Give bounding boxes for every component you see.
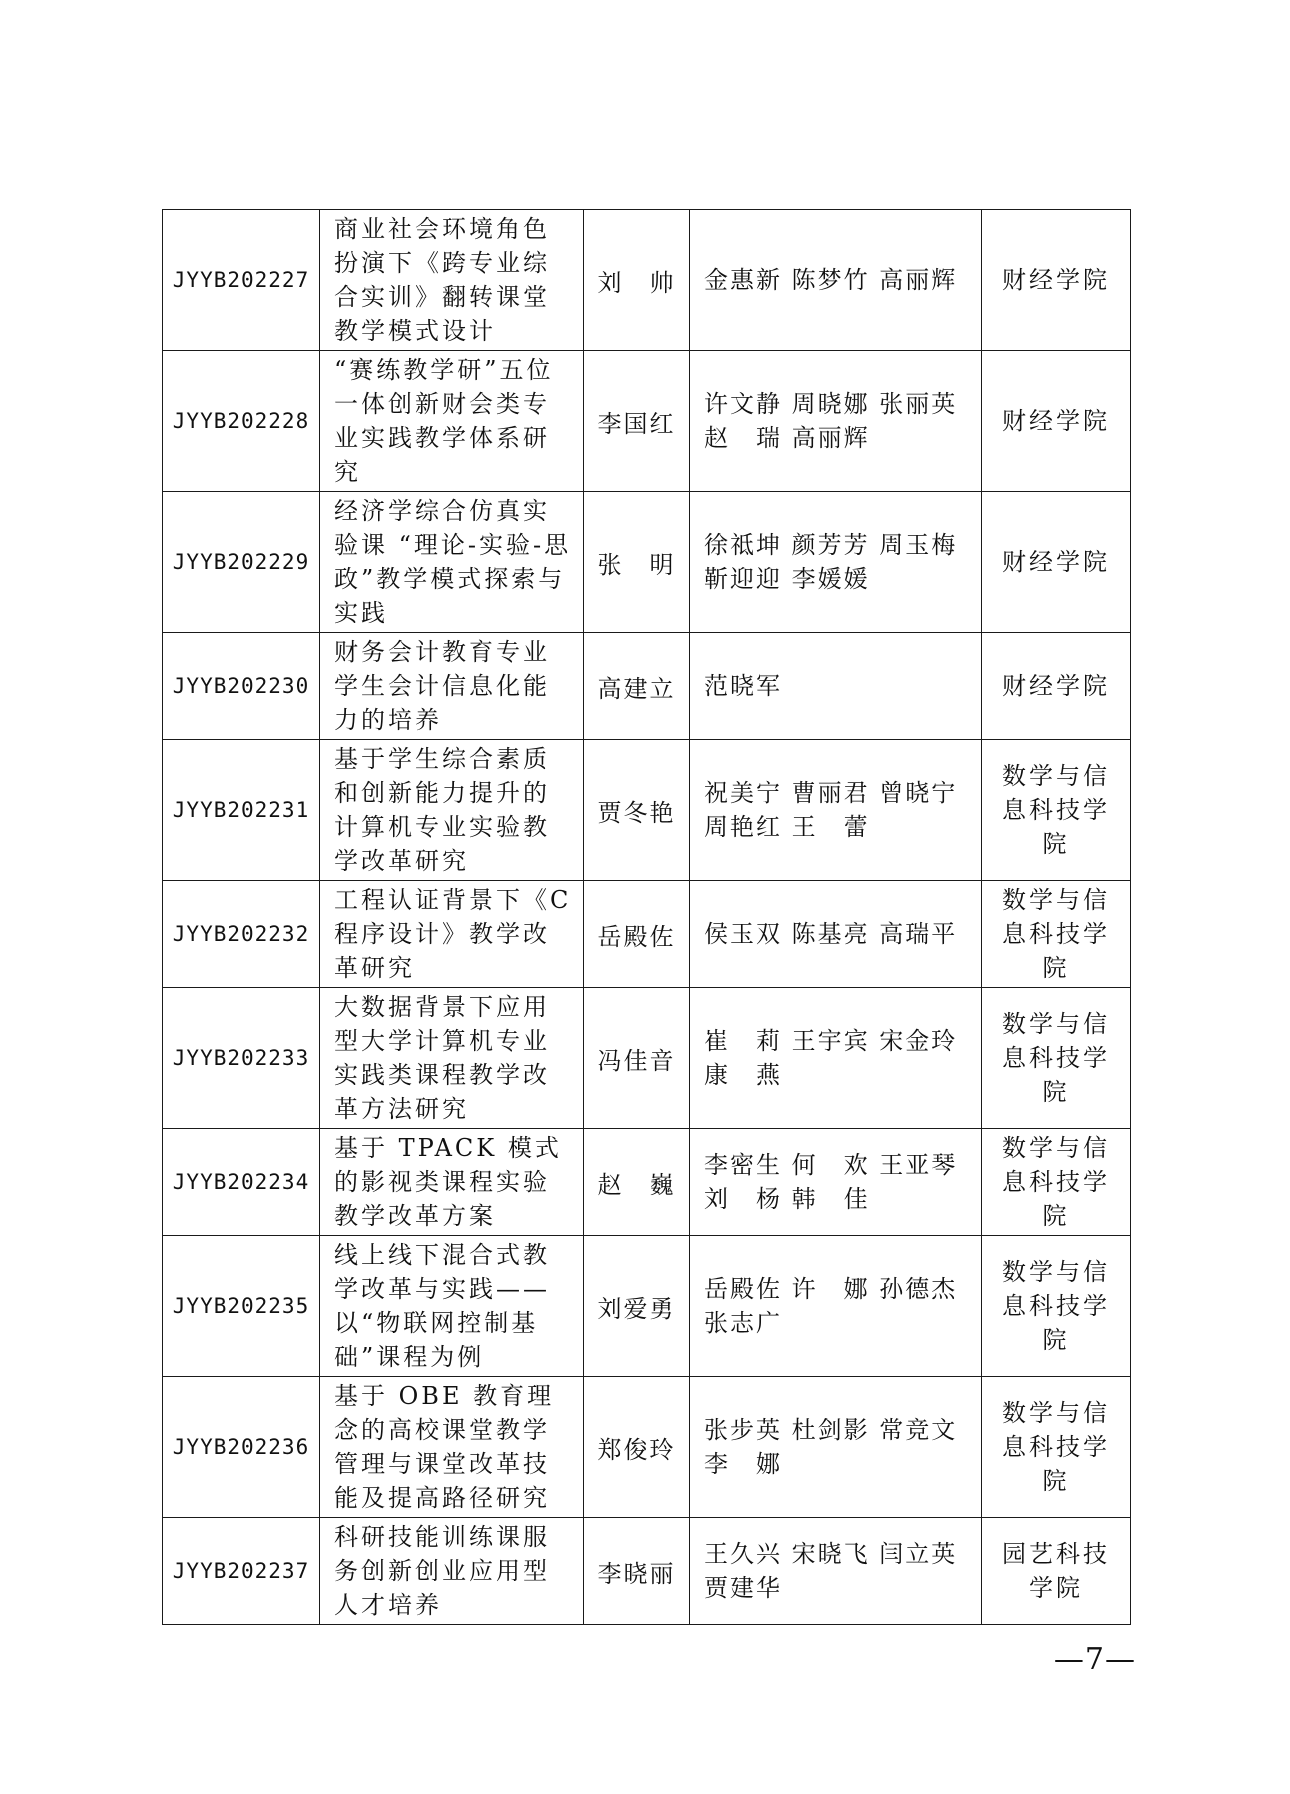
project-id-cell: JYYB202233 [163, 988, 320, 1129]
project-members-cell [690, 492, 982, 633]
member-line: 贾建华 [704, 1574, 782, 1602]
table-row [163, 210, 1131, 351]
table-row [163, 881, 1131, 988]
project-unit-cell: 财经学院 [982, 351, 1131, 492]
member-line: 靳迎迎 李媛媛 [704, 565, 870, 593]
project-unit-cell: 数学与信息科技学院 [982, 988, 1131, 1129]
table-row [163, 1129, 1131, 1236]
project-leader-cell: 李晓丽 [584, 1518, 690, 1625]
member-line: 徐祗坤 颜芳芳 周玉梅 [704, 531, 958, 559]
project-members-cell [690, 1518, 982, 1625]
project-leader-cell: 冯佳音 [584, 988, 690, 1129]
project-title-cell: 经济学综合仿真实验课 “理论-实验-思政”教学模式探索与实践 [320, 492, 584, 633]
project-unit-cell: 财经学院 [982, 492, 1131, 633]
table-row [163, 633, 1131, 740]
project-table-body [163, 210, 1131, 1625]
project-id-cell: JYYB202232 [163, 881, 320, 988]
project-leader-cell: 岳殿佐 [584, 881, 690, 988]
project-table [162, 209, 1131, 1625]
project-members-cell [690, 633, 982, 740]
project-id-cell: JYYB202231 [163, 740, 320, 881]
member-line: 刘 杨 韩 佳 [704, 1185, 870, 1213]
member-line: 张志广 [704, 1309, 782, 1337]
member-line: 赵 瑞 高丽辉 [704, 424, 870, 452]
project-id-cell: JYYB202237 [163, 1518, 320, 1625]
project-members-cell [690, 988, 982, 1129]
project-id-cell: JYYB202229 [163, 492, 320, 633]
page-number: —7— [1053, 1642, 1136, 1677]
member-line: 祝美宁 曹丽君 曾晓宁 [704, 779, 958, 807]
member-line: 金惠新 陈梦竹 高丽辉 [704, 266, 958, 294]
project-title-cell: 商业社会环境角色扮演下《跨专业综合实训》翻转课堂教学模式设计 [320, 210, 584, 351]
project-title-cell: 基于 TPACK 模式的影视类课程实验教学改革方案 [320, 1129, 584, 1236]
member-line: 李 娜 [704, 1450, 782, 1478]
project-leader-cell: 刘 帅 [584, 210, 690, 351]
project-unit-cell: 数学与信息科技学院 [982, 1129, 1131, 1236]
member-line: 李密生 何 欢 王亚琴 [704, 1151, 958, 1179]
member-line: 侯玉双 陈基亮 高瑞平 [704, 920, 958, 948]
project-id-cell: JYYB202228 [163, 351, 320, 492]
project-title-cell: 大数据背景下应用型大学计算机专业实践类课程教学改革方法研究 [320, 988, 584, 1129]
table-row [163, 351, 1131, 492]
project-leader-cell: 贾冬艳 [584, 740, 690, 881]
table-row [163, 1377, 1131, 1518]
member-line: 许文静 周晓娜 张丽英 [704, 390, 958, 418]
project-unit-cell: 财经学院 [982, 633, 1131, 740]
project-unit-cell: 财经学院 [982, 210, 1131, 351]
project-unit-cell: 数学与信息科技学院 [982, 1377, 1131, 1518]
member-line: 康 燕 [704, 1061, 782, 1089]
member-line: 王久兴 宋晓飞 闫立英 [704, 1540, 958, 1568]
project-title-cell: 工程认证背景下《C程序设计》教学改革研究 [320, 881, 584, 988]
project-members-cell [690, 740, 982, 881]
project-leader-cell: 郑俊玲 [584, 1377, 690, 1518]
project-leader-cell: 张 明 [584, 492, 690, 633]
project-leader-cell: 刘爱勇 [584, 1236, 690, 1377]
project-leader-cell: 李国红 [584, 351, 690, 492]
project-unit-cell: 数学与信息科技学院 [982, 1236, 1131, 1377]
table-row [163, 988, 1131, 1129]
project-id-cell: JYYB202234 [163, 1129, 320, 1236]
project-id-cell: JYYB202230 [163, 633, 320, 740]
project-id-cell: JYYB202227 [163, 210, 320, 351]
project-leader-cell: 高建立 [584, 633, 690, 740]
member-line: 范晓军 [704, 672, 782, 700]
table-row [163, 1236, 1131, 1377]
project-id-cell: JYYB202236 [163, 1377, 320, 1518]
project-title-cell: 财务会计教育专业学生会计信息化能力的培养 [320, 633, 584, 740]
member-line: 张步英 杜剑影 常竞文 [704, 1416, 958, 1444]
project-title-cell: 基于学生综合素质和创新能力提升的计算机专业实验教学改革研究 [320, 740, 584, 881]
project-members-cell [690, 1236, 982, 1377]
project-members-cell [690, 1377, 982, 1518]
member-line: 周艳红 王 蕾 [704, 813, 870, 841]
project-members-cell [690, 210, 982, 351]
project-members-cell [690, 351, 982, 492]
project-title-cell: “赛练教学研”五位一体创新财会类专业实践教学体系研究 [320, 351, 584, 492]
project-leader-cell: 赵 巍 [584, 1129, 690, 1236]
table-row [163, 740, 1131, 881]
project-members-cell [690, 881, 982, 988]
member-line: 崔 莉 王宇宾 宋金玲 [704, 1027, 958, 1055]
project-title-cell: 科研技能训练课服务创新创业应用型人才培养 [320, 1518, 584, 1625]
project-id-cell: JYYB202235 [163, 1236, 320, 1377]
project-members-cell [690, 1129, 982, 1236]
project-title-cell: 线上线下混合式教学改革与实践——以“物联网控制基础”课程为例 [320, 1236, 584, 1377]
project-title-cell: 基于 OBE 教育理念的高校课堂教学管理与课堂改革技能及提高路径研究 [320, 1377, 584, 1518]
member-line: 岳殿佐 许 娜 孙德杰 [704, 1275, 958, 1303]
table-row [163, 1518, 1131, 1625]
table-row [163, 492, 1131, 633]
project-unit-cell: 园艺科技学院 [982, 1518, 1131, 1625]
project-unit-cell: 数学与信息科技学院 [982, 740, 1131, 881]
project-unit-cell: 数学与信息科技学院 [982, 881, 1131, 988]
